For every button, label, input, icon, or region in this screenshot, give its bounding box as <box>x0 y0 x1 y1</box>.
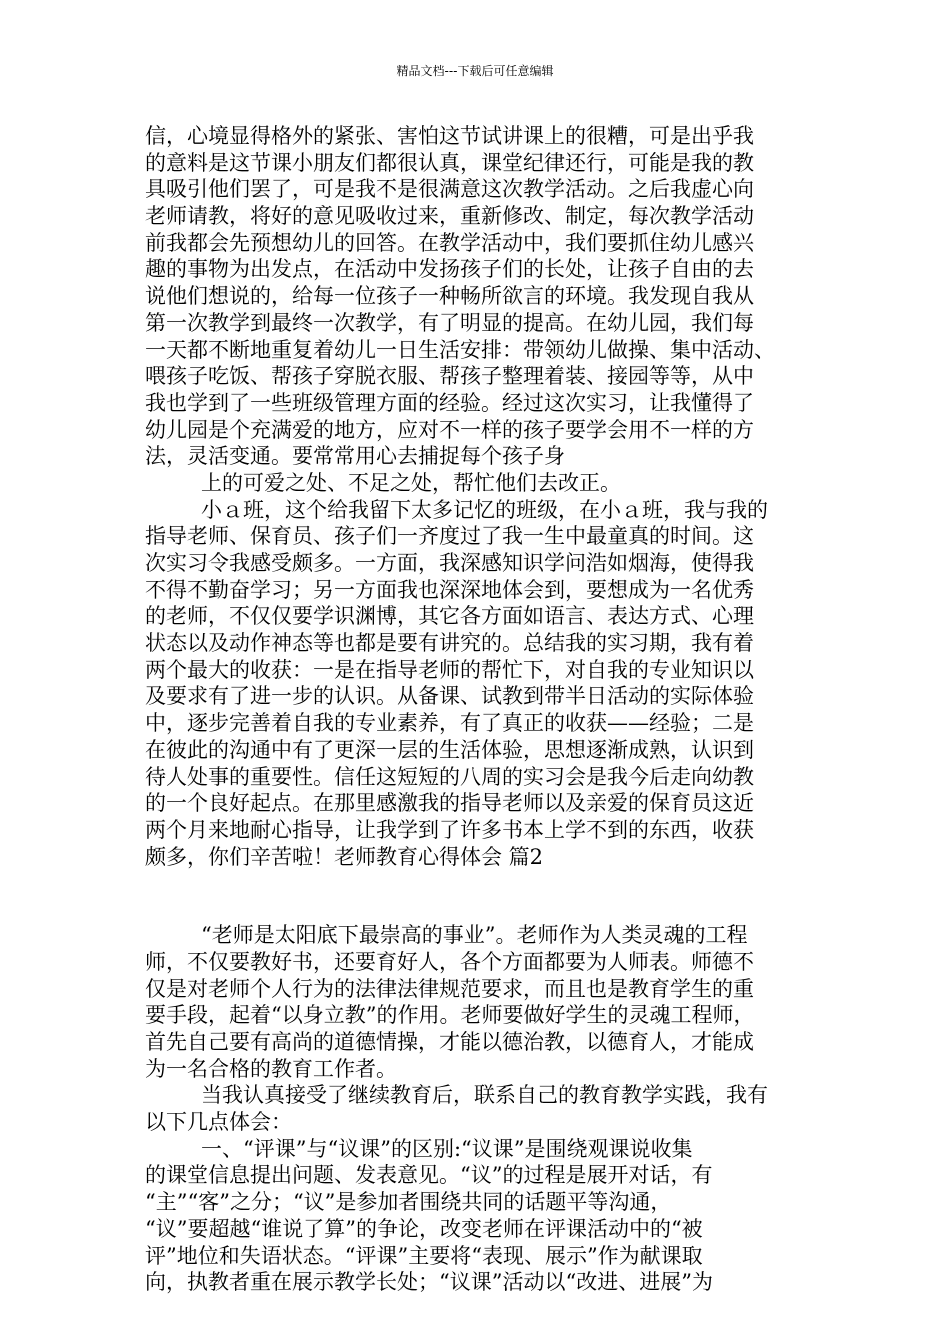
text-line: 的老师，不仅仅要学识渊博，其它各方面如语言、表达方式、心理 <box>145 604 754 629</box>
text-line: 法，灵活变通。要常常用心去捕捉每个孩子身 <box>145 444 565 469</box>
text-line: 指导老师、保育员、孩子们一齐度过了我一生中最童真的时间。这 <box>145 524 754 549</box>
text-line: “老师是太阳底下最崇高的事业”。老师作为人类灵魂的工程 <box>201 923 748 948</box>
text-line: “议”要超越“谁说了算”的争论，改变老师在评课活动中的“被 <box>145 1216 703 1241</box>
text-line: 评”地位和失语状态。“评课”主要将“表现、展示”作为献课取 <box>145 1243 703 1268</box>
text-line: 为一名合格的教育工作者。 <box>145 1056 397 1081</box>
text-line: 及要求有了进一步的认识。从备课、试教到带半日活动的实际体验 <box>145 684 754 709</box>
page-header: 精品文档---下载后可任意编辑 <box>396 64 554 78</box>
paragraph-3 <box>145 497 817 871</box>
text-line: 不得不勤奋学习；另一方面我也深深地体会到，要想成为一名优秀 <box>145 577 754 602</box>
text-line: 趣的事物为出发点，在活动中发扬孩子们的长处，让孩子自由的去 <box>145 257 754 282</box>
text-line: 在彼此的沟通中有了更深一层的生活体验，思想逐渐成熟，认识到 <box>145 737 754 762</box>
paragraph-1 <box>145 123 817 470</box>
text-line: 颇多，你们辛苦啦！老师教育心得体会 篇2 <box>145 844 544 869</box>
paragraph-6 <box>145 1136 817 1296</box>
text-line: 的一个良好起点。在那里感激我的指导老师以及亲爱的保育员这近 <box>145 791 754 816</box>
text-line: 喂孩子吃饭、帮孩子穿脱衣服、帮孩子整理着装、接园等等，从中 <box>145 364 754 389</box>
text-line: “主”“客”之分；“议”是参加者围绕共同的话题平等沟通， <box>145 1190 672 1215</box>
text-line: 具吸引他们罢了，可是我不是很满意这次教学活动。之后我虚心向 <box>145 177 754 202</box>
text-line: 我也学到了一些班级管理方面的经验。经过这次实习，让我懂得了 <box>145 390 754 415</box>
text-line: 前我都会先预想幼儿的回答。在教学活动中，我们要抓住幼儿感兴 <box>145 230 754 255</box>
text-line: 的意料是这节课小朋友们都很认真，课堂纪律还行，可能是我的教 <box>145 150 754 175</box>
text-line: 首先自己要有高尚的道德情操，才能以德治教，以德育人，才能成 <box>145 1030 754 1054</box>
text-line: 第一次教学到最终一次教学，有了明显的提高。在幼儿园，我们每 <box>145 310 754 335</box>
text-line: 以下几点体会： <box>145 1110 292 1135</box>
text-line: 次实习令我感受颇多。一方面，我深感知识学问浩如烟海，使得我 <box>145 551 754 575</box>
text-line: 一、“评课”与“议课”的区别:“议课”是围绕观课说收集 <box>201 1136 693 1161</box>
text-line: 的课堂信息提出问题、发表意见。“议”的过程是展开对话，有 <box>145 1163 713 1188</box>
text-line: 老师请教，将好的意见吸收过来，重新修改、制定，每次教学活动 <box>145 204 754 229</box>
text-line: 上的可爱之处、不足之处，帮忙他们去改正。 <box>201 470 621 495</box>
text-line: 待人处事的重要性。信任这短短的八周的实习会是我今后走向幼教 <box>145 764 754 789</box>
text-line: 小ａ班，这个给我留下太多记忆的班级，在小ａ班，我与我的 <box>201 497 768 522</box>
text-line: 当我认真接受了继续教育后，联系自己的教育教学实践，我有 <box>201 1083 768 1108</box>
text-line: 说他们想说的，给每一位孩子一种畅所欲言的环境。我发现自我从 <box>145 284 754 309</box>
section-gap <box>145 870 817 922</box>
text-line: 两个最大的收获：一是在指导老师的帮忙下，对自我的专业知识以 <box>145 657 754 682</box>
paragraph-5 <box>145 1082 817 1135</box>
text-line: 师，不仅要教好书，还要育好人，各个方面都要为人师表。师德不 <box>145 949 754 974</box>
text-line: 中，逐步完善着自我的专业素养，有了真正的收获——经验；二是 <box>145 711 754 736</box>
text-line: 两个月来地耐心指导，让我学到了许多书本上学不到的东西，收获 <box>145 817 754 842</box>
text-line: 状态以及动作神态等也都是要有讲究的。总结我的实习期，我有着 <box>145 631 754 656</box>
text-line: 向，执教者重在展示教学长处；“议课”活动以“改进、进展”为 <box>145 1270 713 1295</box>
text-line: 幼儿园是个充满爱的地方，应对不一样的孩子要学会用不一样的方 <box>145 417 754 442</box>
paragraph-4 <box>145 922 817 1082</box>
paragraph-2 <box>145 470 817 497</box>
text-line: 要手段，起着“以身立教”的作用。老师要做好学生的灵魂工程师， <box>145 1003 755 1028</box>
text-line: 一天都不断地重复着幼儿一日生活安排：带领幼儿做操、集中活动、 <box>145 337 775 362</box>
document-body <box>145 123 817 1296</box>
text-line: 信，心境显得格外的紧张、害怕这节试讲课上的很糟，可是出乎我 <box>145 124 754 148</box>
text-line: 仅是对老师个人行为的法律法律规范要求，而且也是教育学生的重 <box>145 976 754 1001</box>
